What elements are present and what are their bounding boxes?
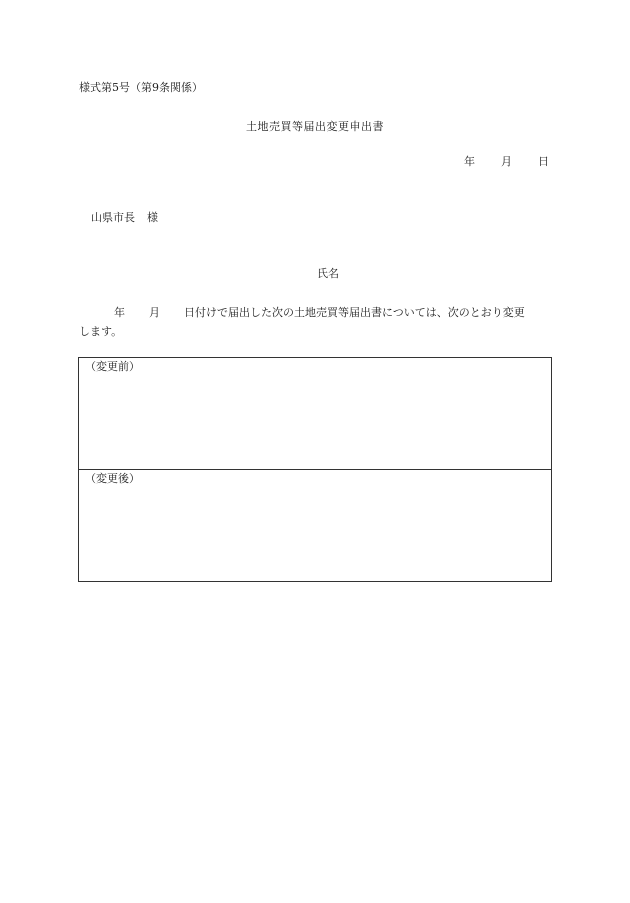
date-year: 年	[464, 155, 475, 168]
addressee-name: 山県市長	[91, 211, 135, 224]
body-text-line1: 日付けで届出した次の土地売買等届出書については、次のとおり変更	[184, 306, 525, 319]
after-change-label: （変更後）	[85, 472, 140, 485]
change-table	[78, 357, 552, 582]
form-number: 様式第5号（第9条関係）	[79, 81, 203, 94]
addressee-honorific: 様	[147, 211, 158, 224]
before-change-label: （変更前）	[85, 360, 140, 373]
after-change-cell	[79, 470, 551, 581]
body-text-line2: します。	[79, 325, 123, 338]
date-line	[464, 155, 549, 169]
applicant-name-label: 氏名	[317, 267, 339, 280]
date-day: 日	[538, 155, 549, 168]
body-paragraph	[79, 303, 551, 341]
addressee	[91, 211, 158, 225]
before-change-cell	[79, 358, 551, 470]
date-month: 月	[501, 155, 512, 168]
body-year: 年	[114, 306, 125, 319]
body-month: 月	[149, 306, 160, 319]
document-title: 土地売買等届出変更申出書	[246, 120, 384, 133]
